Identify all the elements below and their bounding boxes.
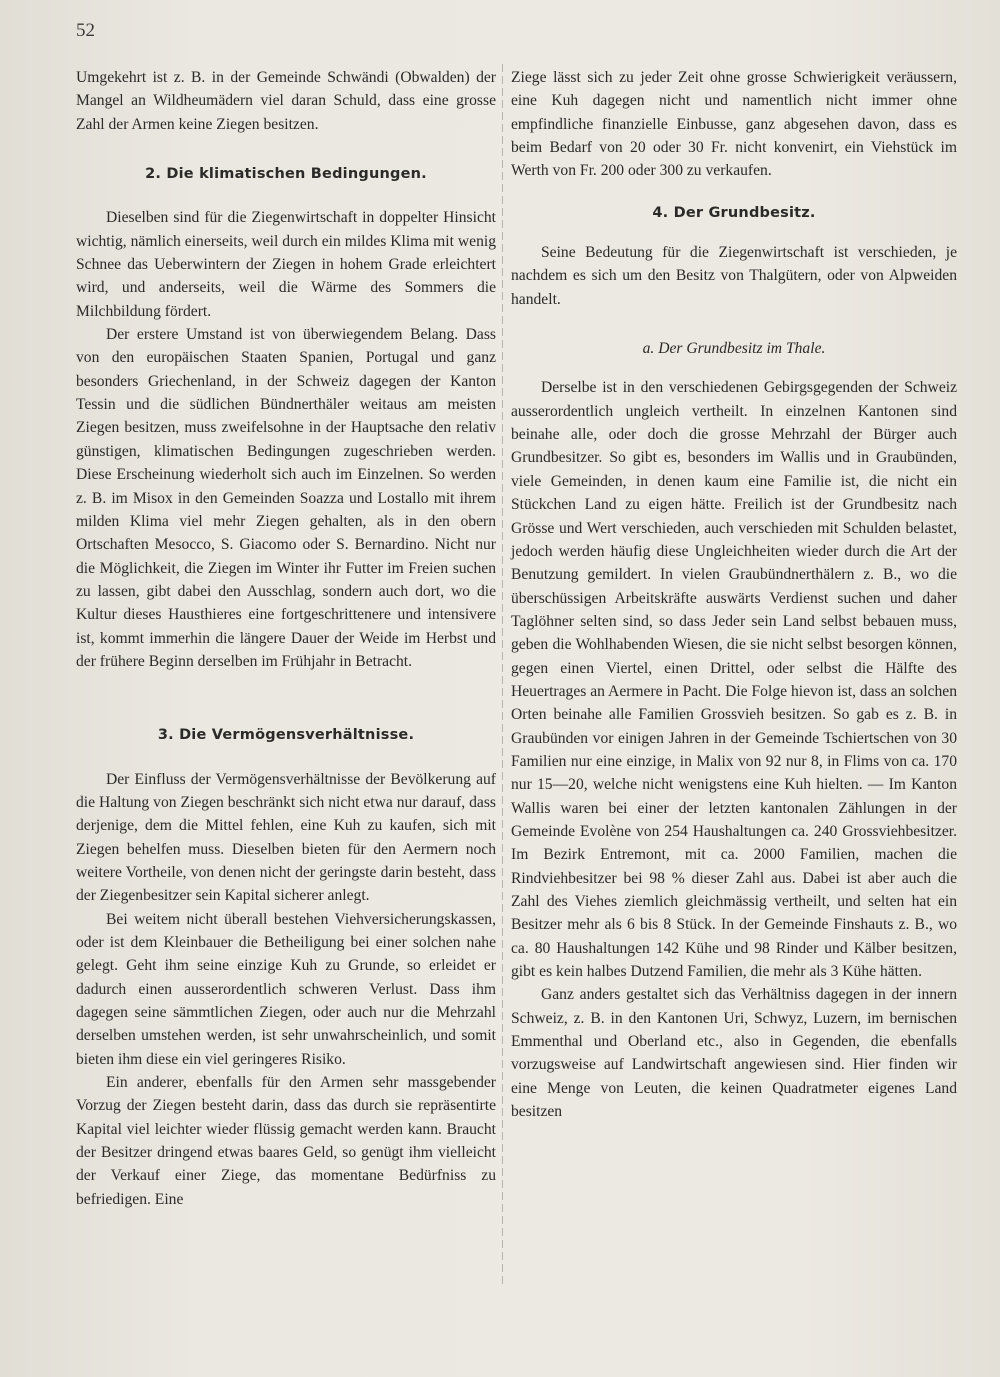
page-number: 52 — [76, 20, 95, 41]
subsection-a-paragraph-1: Derselbe ist in den verschiedenen Gebirgsgegenden der Schweiz ausserordentlich ungleich vertheilt. In einzelnen Kantonen sind beinahe alle, oder doch die grosse Mehrzahl der Bürger auch Grundbesitzer. So gibt es, besonders im Wallis und in Graubünden, viele Gemeinden, in denen kaum eine Familie ist, die nicht ein Stückchen Land zu eigen hätte. Freilich ist der Grundbesitz nach Grösse und Wert verschieden, auch verschieden mit Schulden belastet, jedoch werden häufig diese Ungleichheiten wieder durch die Art der Benutzung gemildert. In vielen Graubündnerthälern z. B., wo die überschüssigen Arbeitskräfte auswärts Verdienst suchen und daher Taglöhner selten sind, so dass Jeder sein Land selbst bebauen muss, geben die Wohlhabenden Wiesen, die sie nicht selbst besorgen können, gegen einen Viertel, einen Drittel, oder selbst die Hälfte des Heuertrages an Aermere in Pacht. Die Folge hievon ist, dass an solchen Orten beinahe alle Familien Grossvieh besitzen. So gab es z. B. in Graubünden vor einigen Jahren in der Gemeinde Tschiertschen von 30 Familien nur eine einzige, in Malix von 92 nur 8, in Flims von ca. 170 nur 15—20, welche nicht wenigstens eine Kuh hielten. — Im Kanton Wallis waren bei einer der letzten kantonalen Zählungen in der Gemeinde Evolène von 254 Haushaltungen ca. 240 Grossviehbesitzer. Im Bezirk Entremont, mit ca. 2000 Familien, machen die Rindviehbesitzer bei 98 % dieser Zahl aus. Dabei ist aber auch die Zahl des Viehes ziemlich gleichmässig vertheilt, und selten hat ein Besitzer mehr als 6 bis 8 Stück. In der Gemeinde Finshauts z. B., wo ca. 80 Haushaltungen 142 Kühe und 98 Rinder und Kälber besitzen, gibt es kein halbes Dutzend Familien, die mehr als 3 Kühe hätten. — [511, 379, 957, 981]
section-2-paragraph-2: Der erstere Umstand ist von überwiegendem Belang. Dass von den europäischen Staaten Spanien, Portugal und ganz besonders Griechenland, in der Schweiz dagegen der Kanton Tessin und die südlichen Bündnerthäler weitaus am meisten Ziegen besitzen, muss zweifelsohne in der Hauptsache den relativ günstigen, klimatischen Bedingungen zugeschrieben werden. Diese Erscheinung wiederholt sich auch im Einzelnen. So werden z. B. im Misox in den Gemeinden Soazza und Lostallo mit ihrem milden Klima viel mehr Ziegen gehalten, als in den obern Ortschaften Mesocco, S. Giacomo oder S. Bernardino. Nicht nur die Möglichkeit, die Ziegen im Winter ihr Futter im Freien suchen zu lassen, gibt dabei den Ausschlag, sondern auch dort, wo die Kultur dieses Hausthieres eine fortgeschrittenere und intensivere ist, kommt immerhin die längere Dauer der Weide im Herbst und der frühere Beginn derselben im Frühjahr in Betracht. — [76, 326, 496, 670]
left-column — [76, 66, 496, 1211]
right-column — [511, 66, 957, 1123]
column-divider — [502, 64, 503, 1284]
section-3-paragraph-2: Bei weitem nicht überall bestehen Viehversicherungskassen, oder ist dem Kleinbauer die Betheiligung bei einer solchen nahe gelegt. Geht ihm seine einzige Kuh zu Grunde, so erleidet er dadurch einen ausserordentlich schweren Verlust. Dass ihm dagegen seine sämmtlichen Ziegen, oder auch nur die Mehrzahl derselben umstehen werden, ist sehr unwahrscheinlich, und somit bieten ihm diese ein viel geringeres Risiko. — [76, 910, 496, 1068]
subsection-a-heading: a. Der Grundbesitz im Thale. — [642, 340, 826, 358]
intro-paragraph: Umgekehrt ist z. B. in der Gemeinde Schwändi (Obwalden) der Mangel an Wildheumädern viel daran Schuld, dass eine grosse Zahl der Armen keine Ziegen besitzen. — [76, 69, 496, 133]
section-4-heading: 4. Der Grundbesitz. — [652, 204, 816, 221]
section-2-heading: 2. Die klimatischen Bedingungen. — [145, 166, 427, 183]
section-3-paragraph-1: Der Einfluss der Vermögensverhältnisse der Bevölkerung auf die Haltung von Ziegen beschränkt sich nicht etwa nur darauf, dass derjenige, dem die Mittel fehlen, eine Kuh zu kaufen, sich mit Ziegen behelfen muss. Dieselben bieten für den Aermern noch weitere Vortheile, von denen nicht der geringste darin besteht, dass der Ziegenbesitzer sein Kapital sicherer anlegt. — [76, 770, 496, 905]
subsection-a-paragraph-2: Ganz anders gestaltet sich das Verhältniss dagegen in der innern Schweiz, z. B. in den Kantonen Uri, Schwyz, Luzern, im bernischen Emmenthal und Oberland etc., also in Gegenden, die ebenfalls vorzugsweise auf Landwirtschaft angewiesen sind. Hier finden wir eine Menge von Leuten, die keinen Quadratmeter eigenes Land besitzen — [511, 986, 957, 1121]
continued-paragraph: Ziege lässt sich zu jeder Zeit ohne grosse Schwierigkeit veräussern, eine Kuh dagegen nicht und namentlich nicht immer ohne empfindliche finanzielle Einbusse, ganz abgesehen davon, dass es beim Bedarf von 20 oder 30 Fr. nicht konvenirt, ein Viehstück im Werth von Fr. 200 oder 300 zu verkaufen. — [511, 69, 957, 180]
section-2-paragraph-1: Dieselben sind für die Ziegenwirtschaft in doppelter Hinsicht wichtig, nämlich einerseits, weil durch ein mildes Klima mit wenig Schnee das Ueberwintern der Ziegen in hohem Grade erleichtert wird, und anderseits, weil die Wärme des Sommers die Milchbildung fördert. — [76, 209, 496, 320]
section-3-paragraph-3: Ein anderer, ebenfalls für den Armen sehr massgebender Vorzug der Ziegen besteht darin, dass das durch sie repräsentirte Kapital viel leichter wieder flüssig gemacht werden kann. Braucht der Besitzer dringend etwas baares Geld, so genügt ihm vielleicht der Verkauf einer Ziege, das momentane Bedürfniss zu befriedigen. Eine — [76, 1074, 496, 1208]
section-4-paragraph-1: Seine Bedeutung für die Ziegenwirtschaft ist verschieden, je nachdem es sich um den Besitz von Thalgütern, oder von Alpweiden handelt. — [511, 244, 957, 308]
section-3-heading: 3. Die Vermögensverhältnisse. — [157, 727, 415, 744]
